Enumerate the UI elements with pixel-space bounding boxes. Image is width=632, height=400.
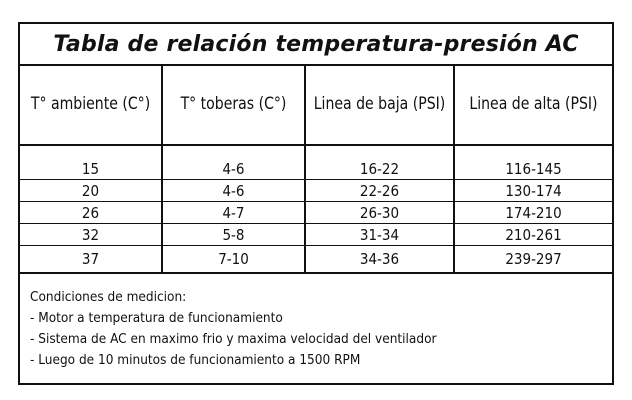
cell-high-line: 130-174 — [454, 180, 612, 202]
cell-low-line: 34-36 — [305, 246, 454, 274]
cell-low-line: 31-34 — [305, 224, 454, 246]
cell-vent-temp: 7-10 — [162, 246, 305, 274]
header-low-line: Linea de baja (PSI) — [311, 64, 448, 145]
cell-low-line: 26-30 — [305, 202, 454, 224]
header-high-line: Linea de alta (PSI) — [460, 64, 605, 145]
cell-vent-temp: 4-6 — [162, 180, 305, 202]
cell-ambient-temp: 20 — [20, 180, 162, 202]
condition-item: - Motor a temperatura de funcionamiento — [30, 310, 283, 326]
cell-high-line: 210-261 — [454, 224, 612, 246]
cell-ambient-temp: 15 — [20, 145, 162, 180]
cell-vent-temp: 4-7 — [162, 202, 305, 224]
header-ambient-temp: T° ambiente (C°) — [26, 64, 157, 145]
table-row — [20, 145, 612, 180]
cell-high-line: 239-297 — [454, 246, 612, 274]
cell-low-line: 16-22 — [305, 145, 454, 180]
header-row — [20, 64, 612, 145]
cell-ambient-temp: 26 — [20, 202, 162, 224]
table-row — [20, 180, 612, 202]
table-title: Tabla de relación temperatura-presión AC — [20, 24, 612, 66]
table-row — [20, 246, 612, 274]
table-row — [20, 224, 612, 246]
header-vent-temp: T° toberas (C°) — [168, 64, 300, 145]
table-row — [20, 202, 612, 224]
cell-vent-temp: 4-6 — [162, 145, 305, 180]
condition-item: - Sistema de AC en maximo frio y maxima velocidad del ventilador — [30, 331, 437, 347]
pressure-table — [20, 64, 612, 274]
cell-high-line: 116-145 — [454, 145, 612, 180]
condition-item: - Luego de 10 minutos de funcionamiento a 1500 RPM — [30, 352, 361, 368]
cell-high-line: 174-210 — [454, 202, 612, 224]
measurement-conditions — [30, 287, 590, 371]
cell-ambient-temp: 37 — [20, 246, 162, 274]
cell-low-line: 22-26 — [305, 180, 454, 202]
pressure-table-card — [18, 22, 614, 385]
cell-vent-temp: 5-8 — [162, 224, 305, 246]
cell-ambient-temp: 32 — [20, 224, 162, 246]
conditions-heading: Condiciones de medicion: — [30, 289, 187, 305]
